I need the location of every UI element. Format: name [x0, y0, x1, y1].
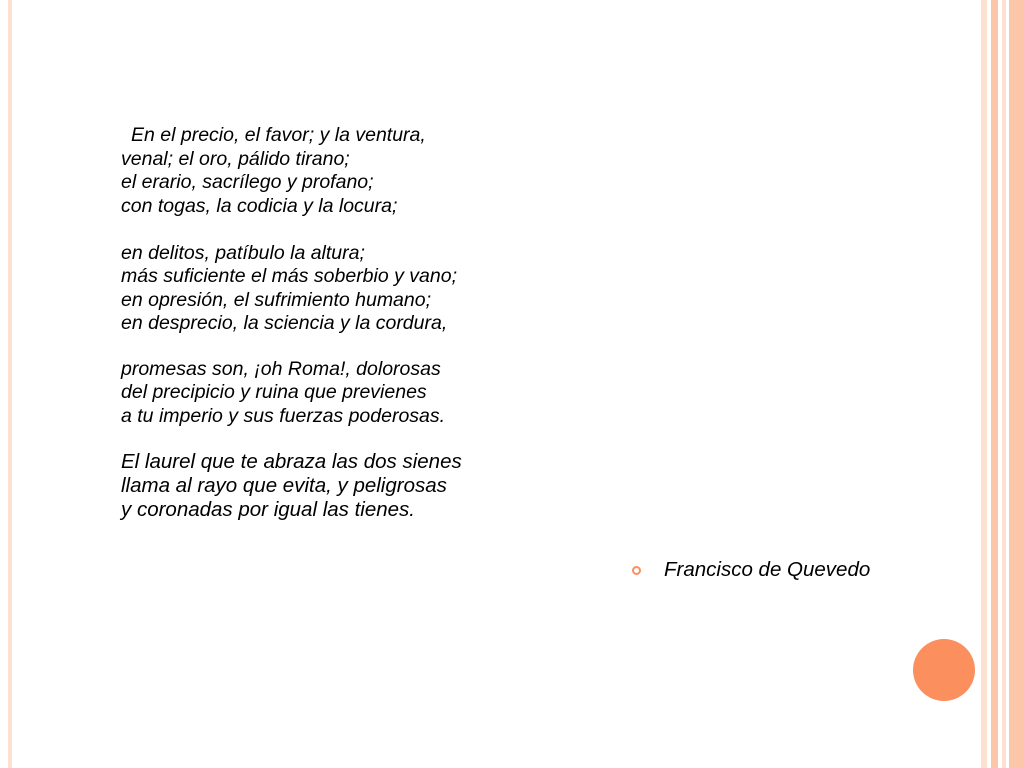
poem-line: en delitos, patíbulo la altura; [121, 241, 365, 264]
poem-line: del precipicio y ruina que previenes [121, 381, 427, 403]
stanza-4 [121, 450, 681, 522]
circle-outline-bullet-icon [632, 566, 641, 575]
poem-text [121, 124, 681, 522]
stanza-3 [121, 358, 681, 429]
author-name: Francisco de Quevedo [664, 558, 871, 581]
poem-line: en desprecio, la sciencia y la cordura, [121, 312, 448, 334]
poem-line: llama al rayo que evita, y peligrosas [121, 474, 447, 497]
poem-line: venal; el oro, pálido tirano; [121, 147, 350, 170]
poem-line: más suficiente el más soberbio y vano; [121, 265, 457, 287]
poem-line: En el precio, el favor; y la ventura, [131, 124, 426, 146]
stanza-2 [121, 242, 681, 336]
filled-circle-icon [913, 639, 975, 701]
poem-line: y coronadas por igual las tienes. [121, 498, 416, 521]
poem-line: a tu imperio y sus fuerzas poderosas. [121, 404, 446, 427]
right-edge-stripe-4 [1009, 0, 1024, 768]
right-edge-stripe-2 [991, 0, 998, 768]
author-bullet-item [632, 557, 870, 583]
right-edge-stripe-3 [1002, 0, 1006, 768]
stanza-1 [121, 124, 681, 218]
poem-line: con togas, la codicia y la locura; [121, 194, 398, 217]
right-edge-stripe-1 [981, 0, 987, 768]
left-edge-line [8, 0, 12, 768]
poem-line: el erario, sacrílego y profano; [121, 171, 374, 193]
poem-line: en opresión, el sufrimiento humano; [121, 288, 432, 311]
poem-line: promesas son, ¡oh Roma!, dolorosas [121, 357, 441, 380]
poem-line: El laurel que te abraza las dos sienes [121, 450, 462, 473]
